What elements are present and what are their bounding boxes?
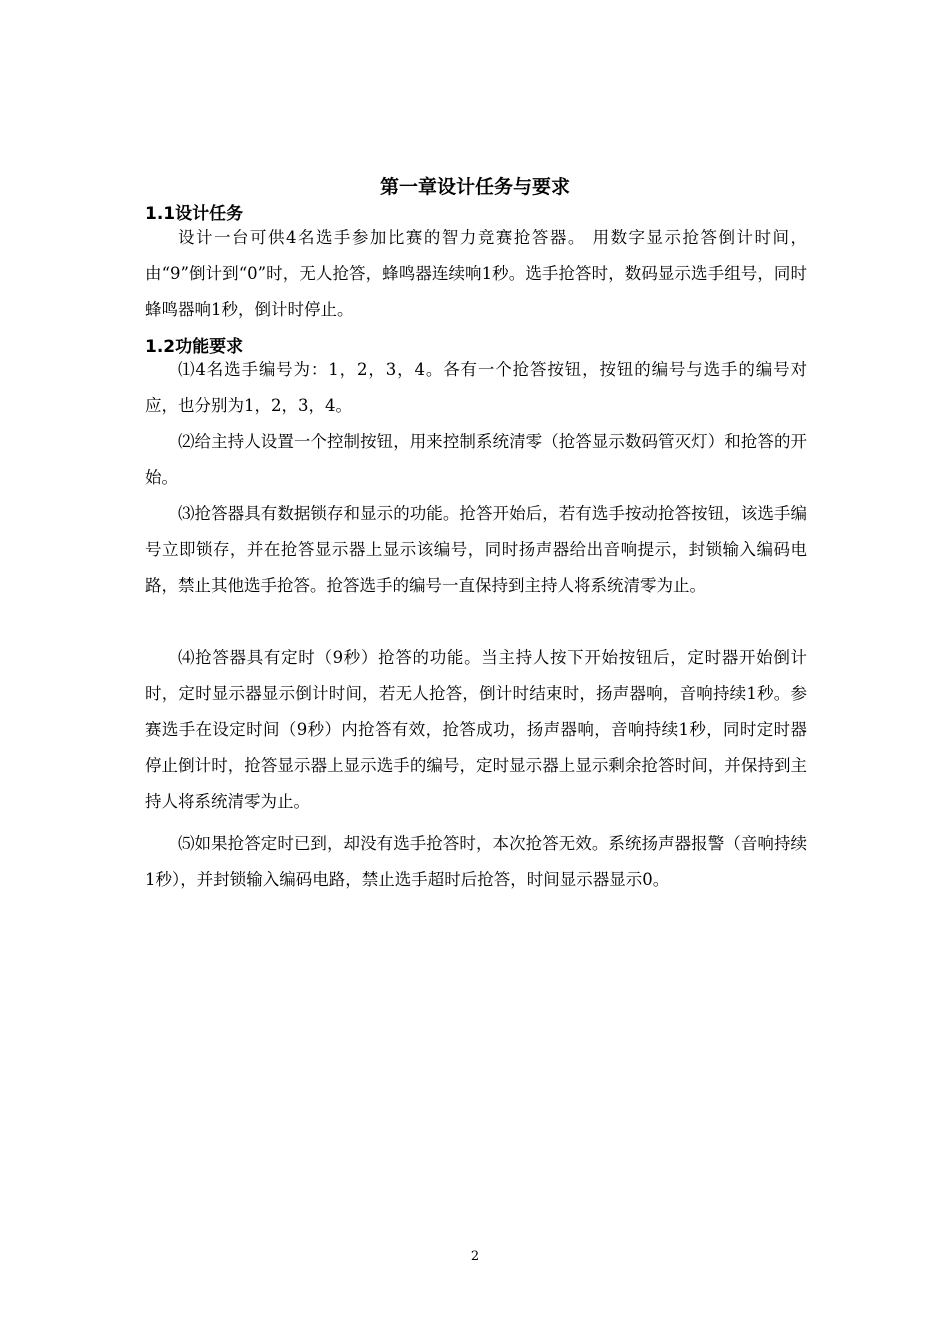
- paragraph-design-task: 设计一台可供4名选手参加比赛的智力竞赛抢答器。 用数字显示抢答倒计时间，由“9”倒计到“0”时，无人抢答，蜂鸣器连续响1秒。选手抢答时，数码显示选手组号，同时蜂鸣器响1秒，倒计时停止。: [145, 228, 807, 319]
- page-number: 2: [470, 1249, 480, 1264]
- paragraph-requirement-3: ⑶抢答器具有数据锁存和显示的功能。抢答开始后，若有选手按动抢答按钮，该选手编号立即锁存，并在抢答显示器上显示该编号，同时扬声器给出音响提示，封锁输入编码电路，禁止其他选手抢答。抢答选手的编号一直保持到主持人将系统清零为止。: [145, 504, 807, 595]
- paragraph-requirement-5: ⑸如果抢答定时已到，却没有选手抢答时，本次抢答无效。系统扬声器报警（音响持续1秒），并封锁输入编码电路，禁止选手超时后抢答，时间显示器显示0。: [145, 834, 807, 889]
- paragraph-requirement-4: ⑷抢答器具有定时（9秒）抢答的功能。当主持人按下开始按钮后，定时器开始倒计时，定时显示器显示倒计时间，若无人抢答，倒计时结束时，扬声器响，音响持续1秒。参赛选手在设定时间（9秒）内抢答有效，抢答成功，扬声器响，音响持续1秒，同时定时器停止倒计时，抢答显示器上显示选手的编号，定时显示器上显示剩余抢答时间，并保持到主持人将系统清零为止。: [145, 648, 807, 811]
- chapter-title: 第一章设计任务与要求: [379, 176, 570, 198]
- paragraph-requirement-1: ⑴4名选手编号为：1，2，3，4。各有一个抢答按钮，按钮的编号与选手的编号对应，也分别为1，2，3，4。: [145, 360, 807, 415]
- paragraph-requirement-2: ⑵给主持人设置一个控制按钮，用来控制系统清零（抢答显示数码管灭灯）和抢答的开始。: [145, 432, 807, 487]
- section-heading-design-task: 1.1设计任务: [145, 204, 244, 224]
- section-heading-function-requirements: 1.2功能要求: [145, 337, 244, 357]
